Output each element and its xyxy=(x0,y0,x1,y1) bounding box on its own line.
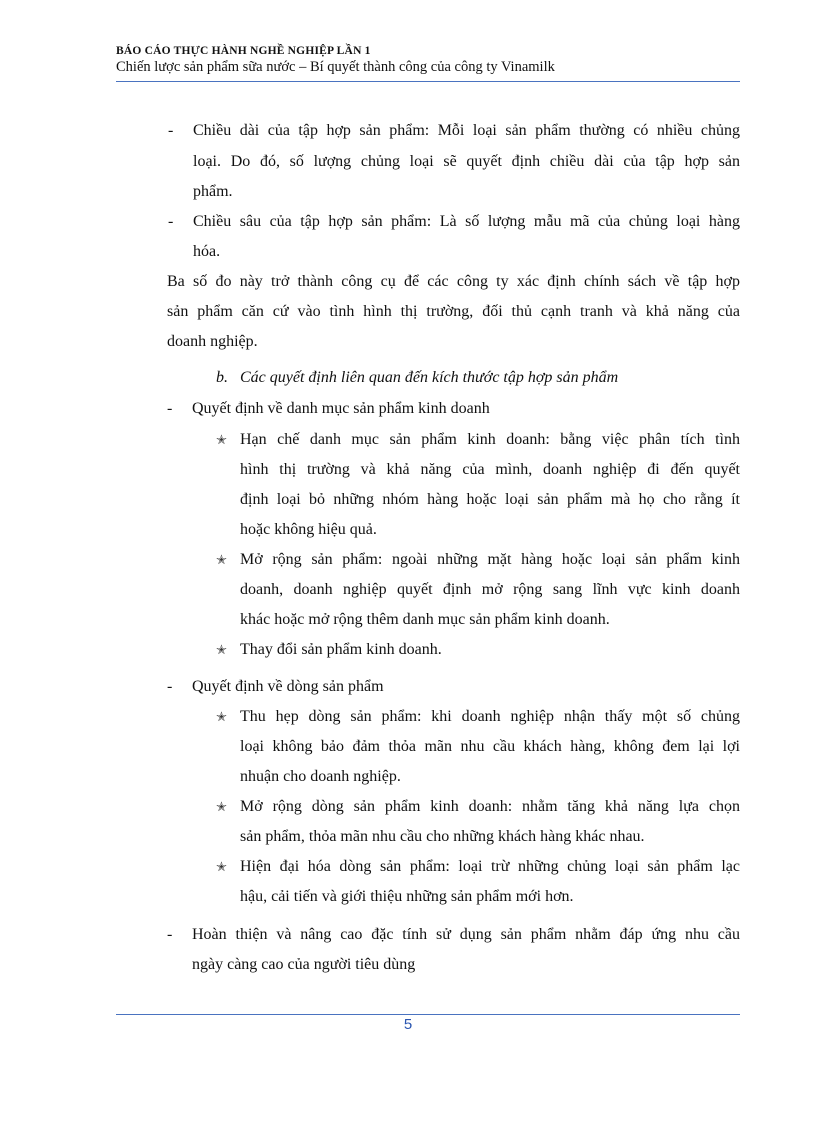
paragraph-line: hoặc không hiệu quả. xyxy=(240,521,377,538)
subsection-heading: b. Các quyết định liên quan đến kích thước tập hợp sản phẩm xyxy=(216,369,619,386)
star-bullet-icon: ✭ xyxy=(216,432,227,447)
paragraph-line: Thu hẹp dòng sản phẩm: khi doanh nghiệp nhận thấy một số chủng xyxy=(240,708,740,725)
paragraph-line: loại. Do đó, số lượng chủng loại sẽ quyết định chiều dài của tập hợp sản xyxy=(193,153,740,170)
paragraph-line: khác hoặc mở rộng thêm danh mục sản phẩm kinh doanh. xyxy=(240,611,610,628)
page-header xyxy=(116,44,740,76)
header-title: BÁO CÁO THỰC HÀNH NGHỀ NGHIỆP LẦN 1 xyxy=(116,45,371,57)
list-heading: Quyết định về dòng sản phẩm xyxy=(192,678,384,695)
paragraph-line: Ba số đo này trở thành công cụ để các công ty xác định chính sách về tập hợp xyxy=(167,273,740,290)
paragraph-line: Mở rộng sản phẩm: ngoài những mặt hàng hoặc loại sản phẩm kinh xyxy=(240,551,740,568)
star-bullet-icon: ✭ xyxy=(216,642,227,657)
page-number: 5 xyxy=(403,1016,413,1033)
paragraph-line: Hoàn thiện và nâng cao đặc tính sử dụng sản phẩm nhằm đáp ứng nhu cầu xyxy=(192,926,740,943)
dash-bullet: - xyxy=(168,122,174,139)
paragraph-line: phẩm. xyxy=(193,183,233,200)
paragraph-line: hậu, cải tiến và giới thiệu những sản phẩm mới hơn. xyxy=(240,888,574,905)
paragraph-line: sản phẩm căn cứ vào tình hình thị trường, đối thủ cạnh tranh và khả năng của xyxy=(167,303,740,320)
paragraph-line: ngày càng cao của người tiêu dùng xyxy=(192,956,416,973)
paragraph-line: Thay đổi sản phẩm kinh doanh. xyxy=(240,641,442,658)
paragraph-line: Mở rộng dòng sản phẩm kinh doanh: nhằm tăng khả năng lựa chọn xyxy=(240,798,740,815)
paragraph-line: doanh nghiệp. xyxy=(167,333,258,350)
paragraph-line: Hạn chế danh mục sản phẩm kinh doanh: bằng việc phân tích tình xyxy=(240,431,740,448)
star-bullet-icon: ✭ xyxy=(216,552,227,567)
star-bullet-icon: ✭ xyxy=(216,799,227,814)
header-subtitle: Chiến lược sản phẩm sữa nước – Bí quyết thành công của công ty Vinamilk xyxy=(116,59,555,75)
paragraph-line: hình thị trường và khả năng của mình, doanh nghiệp đi đến quyết xyxy=(240,461,740,478)
paragraph-line: Chiều sâu của tập hợp sản phẩm: Là số lượng mẫu mã của chủng loại hàng xyxy=(193,213,740,230)
star-bullet-icon: ✭ xyxy=(216,709,227,724)
dash-bullet: - xyxy=(167,678,173,695)
paragraph-line: Hiện đại hóa dòng sản phẩm: loại trừ những chủng loại sản phẩm lạc xyxy=(240,858,740,875)
star-bullet-icon: ✭ xyxy=(216,859,227,874)
paragraph-line: nhuận cho doanh nghiệp. xyxy=(240,768,401,785)
paragraph-line: loại không bảo đảm thỏa mãn nhu cầu khách hàng, không đem lại lợi xyxy=(240,738,740,755)
footer-divider xyxy=(116,1014,740,1015)
paragraph-line: định loại bỏ những nhóm hàng hoặc loại sản phẩm mà họ cho rằng ít xyxy=(240,491,740,508)
dash-bullet: - xyxy=(168,213,174,230)
header-divider xyxy=(116,81,740,82)
paragraph-line: doanh, doanh nghiệp quyết định mở rộng sang lĩnh vực kinh doanh xyxy=(240,581,740,598)
dash-bullet: - xyxy=(167,926,173,943)
list-heading: Quyết định về danh mục sản phẩm kinh doanh xyxy=(192,400,490,417)
dash-bullet: - xyxy=(167,400,173,417)
paragraph-line: sản phẩm, thỏa mãn nhu cầu cho những khách hàng khác nhau. xyxy=(240,828,645,845)
paragraph-line: Chiều dài của tập hợp sản phẩm: Mỗi loại sản phẩm thường có nhiều chủng xyxy=(193,122,740,139)
paragraph-line: hóa. xyxy=(193,243,221,260)
